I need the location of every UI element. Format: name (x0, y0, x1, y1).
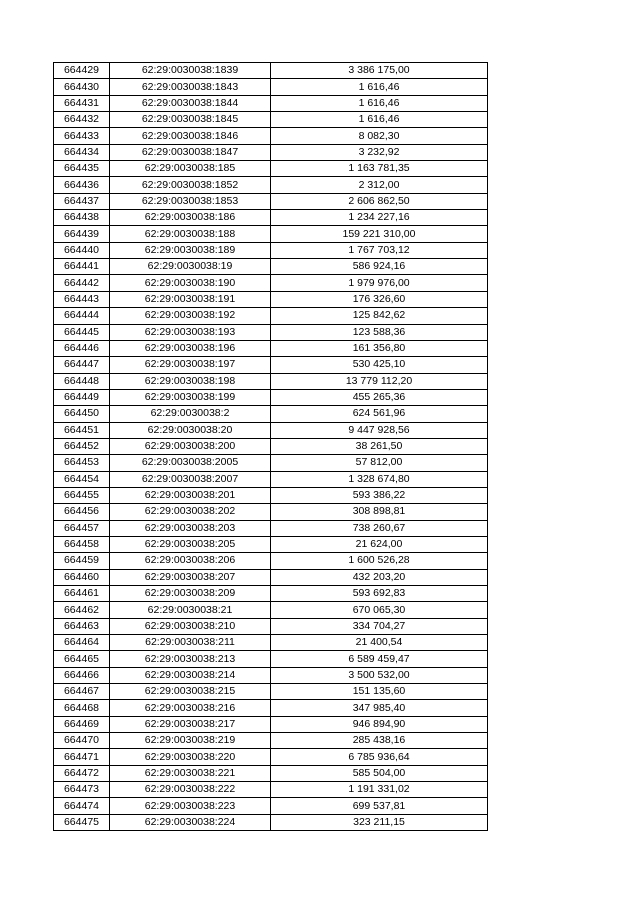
value-cell: 1 600 526,28 (271, 553, 488, 569)
cadastral-number-cell: 62:29:0030038:215 (110, 684, 271, 700)
cadastral-number-cell: 62:29:0030038:206 (110, 553, 271, 569)
cadastral-number-cell: 62:29:0030038:189 (110, 242, 271, 258)
cadastral-number-cell: 62:29:0030038:217 (110, 716, 271, 732)
row-number-cell: 664431 (54, 95, 110, 111)
value-cell: 161 356,80 (271, 340, 488, 356)
row-number-cell: 664471 (54, 749, 110, 765)
value-cell: 176 326,60 (271, 291, 488, 307)
cadastral-number-cell: 62:29:0030038:199 (110, 389, 271, 405)
cadastral-number-cell: 62:29:0030038:190 (110, 275, 271, 291)
cadastral-number-cell: 62:29:0030038:1852 (110, 177, 271, 193)
value-cell: 530 425,10 (271, 357, 488, 373)
value-cell: 21 624,00 (271, 536, 488, 552)
table-row (54, 193, 488, 209)
cadastral-number-cell: 62:29:0030038:1845 (110, 112, 271, 128)
value-cell: 308 898,81 (271, 504, 488, 520)
row-number-cell: 664448 (54, 373, 110, 389)
cadastral-number-cell: 62:29:0030038:191 (110, 291, 271, 307)
table-row (54, 586, 488, 602)
table-row (54, 651, 488, 667)
cadastral-number-cell: 62:29:0030038:192 (110, 308, 271, 324)
value-cell: 3 386 175,00 (271, 63, 488, 79)
value-cell: 1 191 331,02 (271, 782, 488, 798)
row-number-cell: 664468 (54, 700, 110, 716)
cadastral-number-cell: 62:29:0030038:19 (110, 259, 271, 275)
cadastral-number-cell: 62:29:0030038:2005 (110, 455, 271, 471)
value-cell: 334 704,27 (271, 618, 488, 634)
value-cell: 57 812,00 (271, 455, 488, 471)
table-row (54, 536, 488, 552)
table-row (54, 79, 488, 95)
cadastral-number-cell: 62:29:0030038:205 (110, 536, 271, 552)
table-row (54, 422, 488, 438)
cadastral-number-cell: 62:29:0030038:203 (110, 520, 271, 536)
table-row (54, 749, 488, 765)
value-cell: 285 438,16 (271, 733, 488, 749)
value-cell: 21 400,54 (271, 635, 488, 651)
value-cell: 699 537,81 (271, 798, 488, 814)
table-row (54, 520, 488, 536)
row-number-cell: 664446 (54, 340, 110, 356)
table-row (54, 635, 488, 651)
value-cell: 6 589 459,47 (271, 651, 488, 667)
value-cell: 8 082,30 (271, 128, 488, 144)
cadastral-number-cell: 62:29:0030038:209 (110, 586, 271, 602)
value-cell: 1 163 781,35 (271, 161, 488, 177)
table-row (54, 259, 488, 275)
row-number-cell: 664438 (54, 210, 110, 226)
value-cell: 2 312,00 (271, 177, 488, 193)
cadastral-number-cell: 62:29:0030038:214 (110, 667, 271, 683)
row-number-cell: 664432 (54, 112, 110, 128)
table-row (54, 814, 488, 830)
row-number-cell: 664447 (54, 357, 110, 373)
cadastral-number-cell: 62:29:0030038:2007 (110, 471, 271, 487)
row-number-cell: 664475 (54, 814, 110, 830)
table-row (54, 128, 488, 144)
cadastral-number-cell: 62:29:0030038:1844 (110, 95, 271, 111)
row-number-cell: 664459 (54, 553, 110, 569)
cadastral-number-cell: 62:29:0030038:221 (110, 765, 271, 781)
cadastral-number-cell: 62:29:0030038:1847 (110, 144, 271, 160)
table-row (54, 716, 488, 732)
cadastral-number-cell: 62:29:0030038:21 (110, 602, 271, 618)
table-row (54, 504, 488, 520)
table-row (54, 733, 488, 749)
table-row (54, 602, 488, 618)
cadastral-number-cell: 62:29:0030038:222 (110, 782, 271, 798)
table-row (54, 438, 488, 454)
table-row (54, 112, 488, 128)
table-row (54, 487, 488, 503)
value-cell: 670 065,30 (271, 602, 488, 618)
row-number-cell: 664467 (54, 684, 110, 700)
value-cell: 946 894,90 (271, 716, 488, 732)
row-number-cell: 664472 (54, 765, 110, 781)
row-number-cell: 664461 (54, 586, 110, 602)
value-cell: 593 692,83 (271, 586, 488, 602)
value-cell: 455 265,36 (271, 389, 488, 405)
value-cell: 1 767 703,12 (271, 242, 488, 258)
row-number-cell: 664433 (54, 128, 110, 144)
value-cell: 1 328 674,80 (271, 471, 488, 487)
cadastral-number-cell: 62:29:0030038:196 (110, 340, 271, 356)
table-row (54, 275, 488, 291)
table-row (54, 765, 488, 781)
table-row (54, 406, 488, 422)
value-cell: 323 211,15 (271, 814, 488, 830)
row-number-cell: 664455 (54, 487, 110, 503)
cadastral-number-cell: 62:29:0030038:198 (110, 373, 271, 389)
cadastral-number-cell: 62:29:0030038:219 (110, 733, 271, 749)
row-number-cell: 664450 (54, 406, 110, 422)
cadastral-number-cell: 62:29:0030038:224 (110, 814, 271, 830)
row-number-cell: 664464 (54, 635, 110, 651)
table-row (54, 324, 488, 340)
value-cell: 432 203,20 (271, 569, 488, 585)
cadastral-number-cell: 62:29:0030038:20 (110, 422, 271, 438)
value-cell: 586 924,16 (271, 259, 488, 275)
value-cell: 38 261,50 (271, 438, 488, 454)
row-number-cell: 664453 (54, 455, 110, 471)
cadastral-value-table (53, 62, 488, 831)
table-row (54, 357, 488, 373)
value-cell: 1 979 976,00 (271, 275, 488, 291)
row-number-cell: 664451 (54, 422, 110, 438)
table-row (54, 569, 488, 585)
row-number-cell: 664469 (54, 716, 110, 732)
row-number-cell: 664456 (54, 504, 110, 520)
value-cell: 624 561,96 (271, 406, 488, 422)
table-row (54, 553, 488, 569)
row-number-cell: 664466 (54, 667, 110, 683)
cadastral-number-cell: 62:29:0030038:223 (110, 798, 271, 814)
row-number-cell: 664434 (54, 144, 110, 160)
row-number-cell: 664441 (54, 259, 110, 275)
table-row (54, 700, 488, 716)
table-row (54, 455, 488, 471)
value-cell: 151 135,60 (271, 684, 488, 700)
cadastral-number-cell: 62:29:0030038:202 (110, 504, 271, 520)
value-cell: 13 779 112,20 (271, 373, 488, 389)
value-cell: 2 606 862,50 (271, 193, 488, 209)
value-cell: 585 504,00 (271, 765, 488, 781)
cadastral-number-cell: 62:29:0030038:1843 (110, 79, 271, 95)
row-number-cell: 664430 (54, 79, 110, 95)
row-number-cell: 664443 (54, 291, 110, 307)
row-number-cell: 664439 (54, 226, 110, 242)
table-row (54, 471, 488, 487)
value-cell: 347 985,40 (271, 700, 488, 716)
row-number-cell: 664444 (54, 308, 110, 324)
row-number-cell: 664454 (54, 471, 110, 487)
table-row (54, 798, 488, 814)
value-cell: 159 221 310,00 (271, 226, 488, 242)
table-row (54, 144, 488, 160)
table-row (54, 389, 488, 405)
table-row (54, 177, 488, 193)
value-cell: 125 842,62 (271, 308, 488, 324)
row-number-cell: 664436 (54, 177, 110, 193)
value-cell: 1 616,46 (271, 95, 488, 111)
value-cell: 123 588,36 (271, 324, 488, 340)
row-number-cell: 664429 (54, 63, 110, 79)
table-row (54, 242, 488, 258)
row-number-cell: 664457 (54, 520, 110, 536)
row-number-cell: 664442 (54, 275, 110, 291)
row-number-cell: 664465 (54, 651, 110, 667)
table-row (54, 684, 488, 700)
cadastral-number-cell: 62:29:0030038:211 (110, 635, 271, 651)
row-number-cell: 664460 (54, 569, 110, 585)
table-row (54, 291, 488, 307)
cadastral-number-cell: 62:29:0030038:1853 (110, 193, 271, 209)
cadastral-number-cell: 62:29:0030038:185 (110, 161, 271, 177)
table-row (54, 95, 488, 111)
row-number-cell: 664462 (54, 602, 110, 618)
row-number-cell: 664440 (54, 242, 110, 258)
table-row (54, 340, 488, 356)
cadastral-number-cell: 62:29:0030038:2 (110, 406, 271, 422)
value-cell: 1 616,46 (271, 112, 488, 128)
cadastral-number-cell: 62:29:0030038:188 (110, 226, 271, 242)
table-row (54, 667, 488, 683)
row-number-cell: 664435 (54, 161, 110, 177)
row-number-cell: 664452 (54, 438, 110, 454)
cadastral-number-cell: 62:29:0030038:186 (110, 210, 271, 226)
row-number-cell: 664458 (54, 536, 110, 552)
value-cell: 1 234 227,16 (271, 210, 488, 226)
cadastral-number-cell: 62:29:0030038:210 (110, 618, 271, 634)
cadastral-number-cell: 62:29:0030038:213 (110, 651, 271, 667)
table-row (54, 618, 488, 634)
value-cell: 3 500 532,00 (271, 667, 488, 683)
cadastral-number-cell: 62:29:0030038:197 (110, 357, 271, 373)
cadastral-number-cell: 62:29:0030038:1846 (110, 128, 271, 144)
table-body (54, 63, 488, 831)
row-number-cell: 664449 (54, 389, 110, 405)
cadastral-number-cell: 62:29:0030038:216 (110, 700, 271, 716)
row-number-cell: 664470 (54, 733, 110, 749)
row-number-cell: 664445 (54, 324, 110, 340)
cadastral-number-cell: 62:29:0030038:193 (110, 324, 271, 340)
cadastral-number-cell: 62:29:0030038:200 (110, 438, 271, 454)
row-number-cell: 664463 (54, 618, 110, 634)
cadastral-number-cell: 62:29:0030038:1839 (110, 63, 271, 79)
table-row (54, 210, 488, 226)
table-row (54, 161, 488, 177)
cadastral-number-cell: 62:29:0030038:201 (110, 487, 271, 503)
table-row (54, 63, 488, 79)
value-cell: 6 785 936,64 (271, 749, 488, 765)
table-row (54, 226, 488, 242)
row-number-cell: 664474 (54, 798, 110, 814)
cadastral-number-cell: 62:29:0030038:220 (110, 749, 271, 765)
value-cell: 1 616,46 (271, 79, 488, 95)
table-row (54, 308, 488, 324)
row-number-cell: 664473 (54, 782, 110, 798)
value-cell: 9 447 928,56 (271, 422, 488, 438)
table-row (54, 782, 488, 798)
table-row (54, 373, 488, 389)
cadastral-number-cell: 62:29:0030038:207 (110, 569, 271, 585)
value-cell: 3 232,92 (271, 144, 488, 160)
row-number-cell: 664437 (54, 193, 110, 209)
value-cell: 738 260,67 (271, 520, 488, 536)
value-cell: 593 386,22 (271, 487, 488, 503)
